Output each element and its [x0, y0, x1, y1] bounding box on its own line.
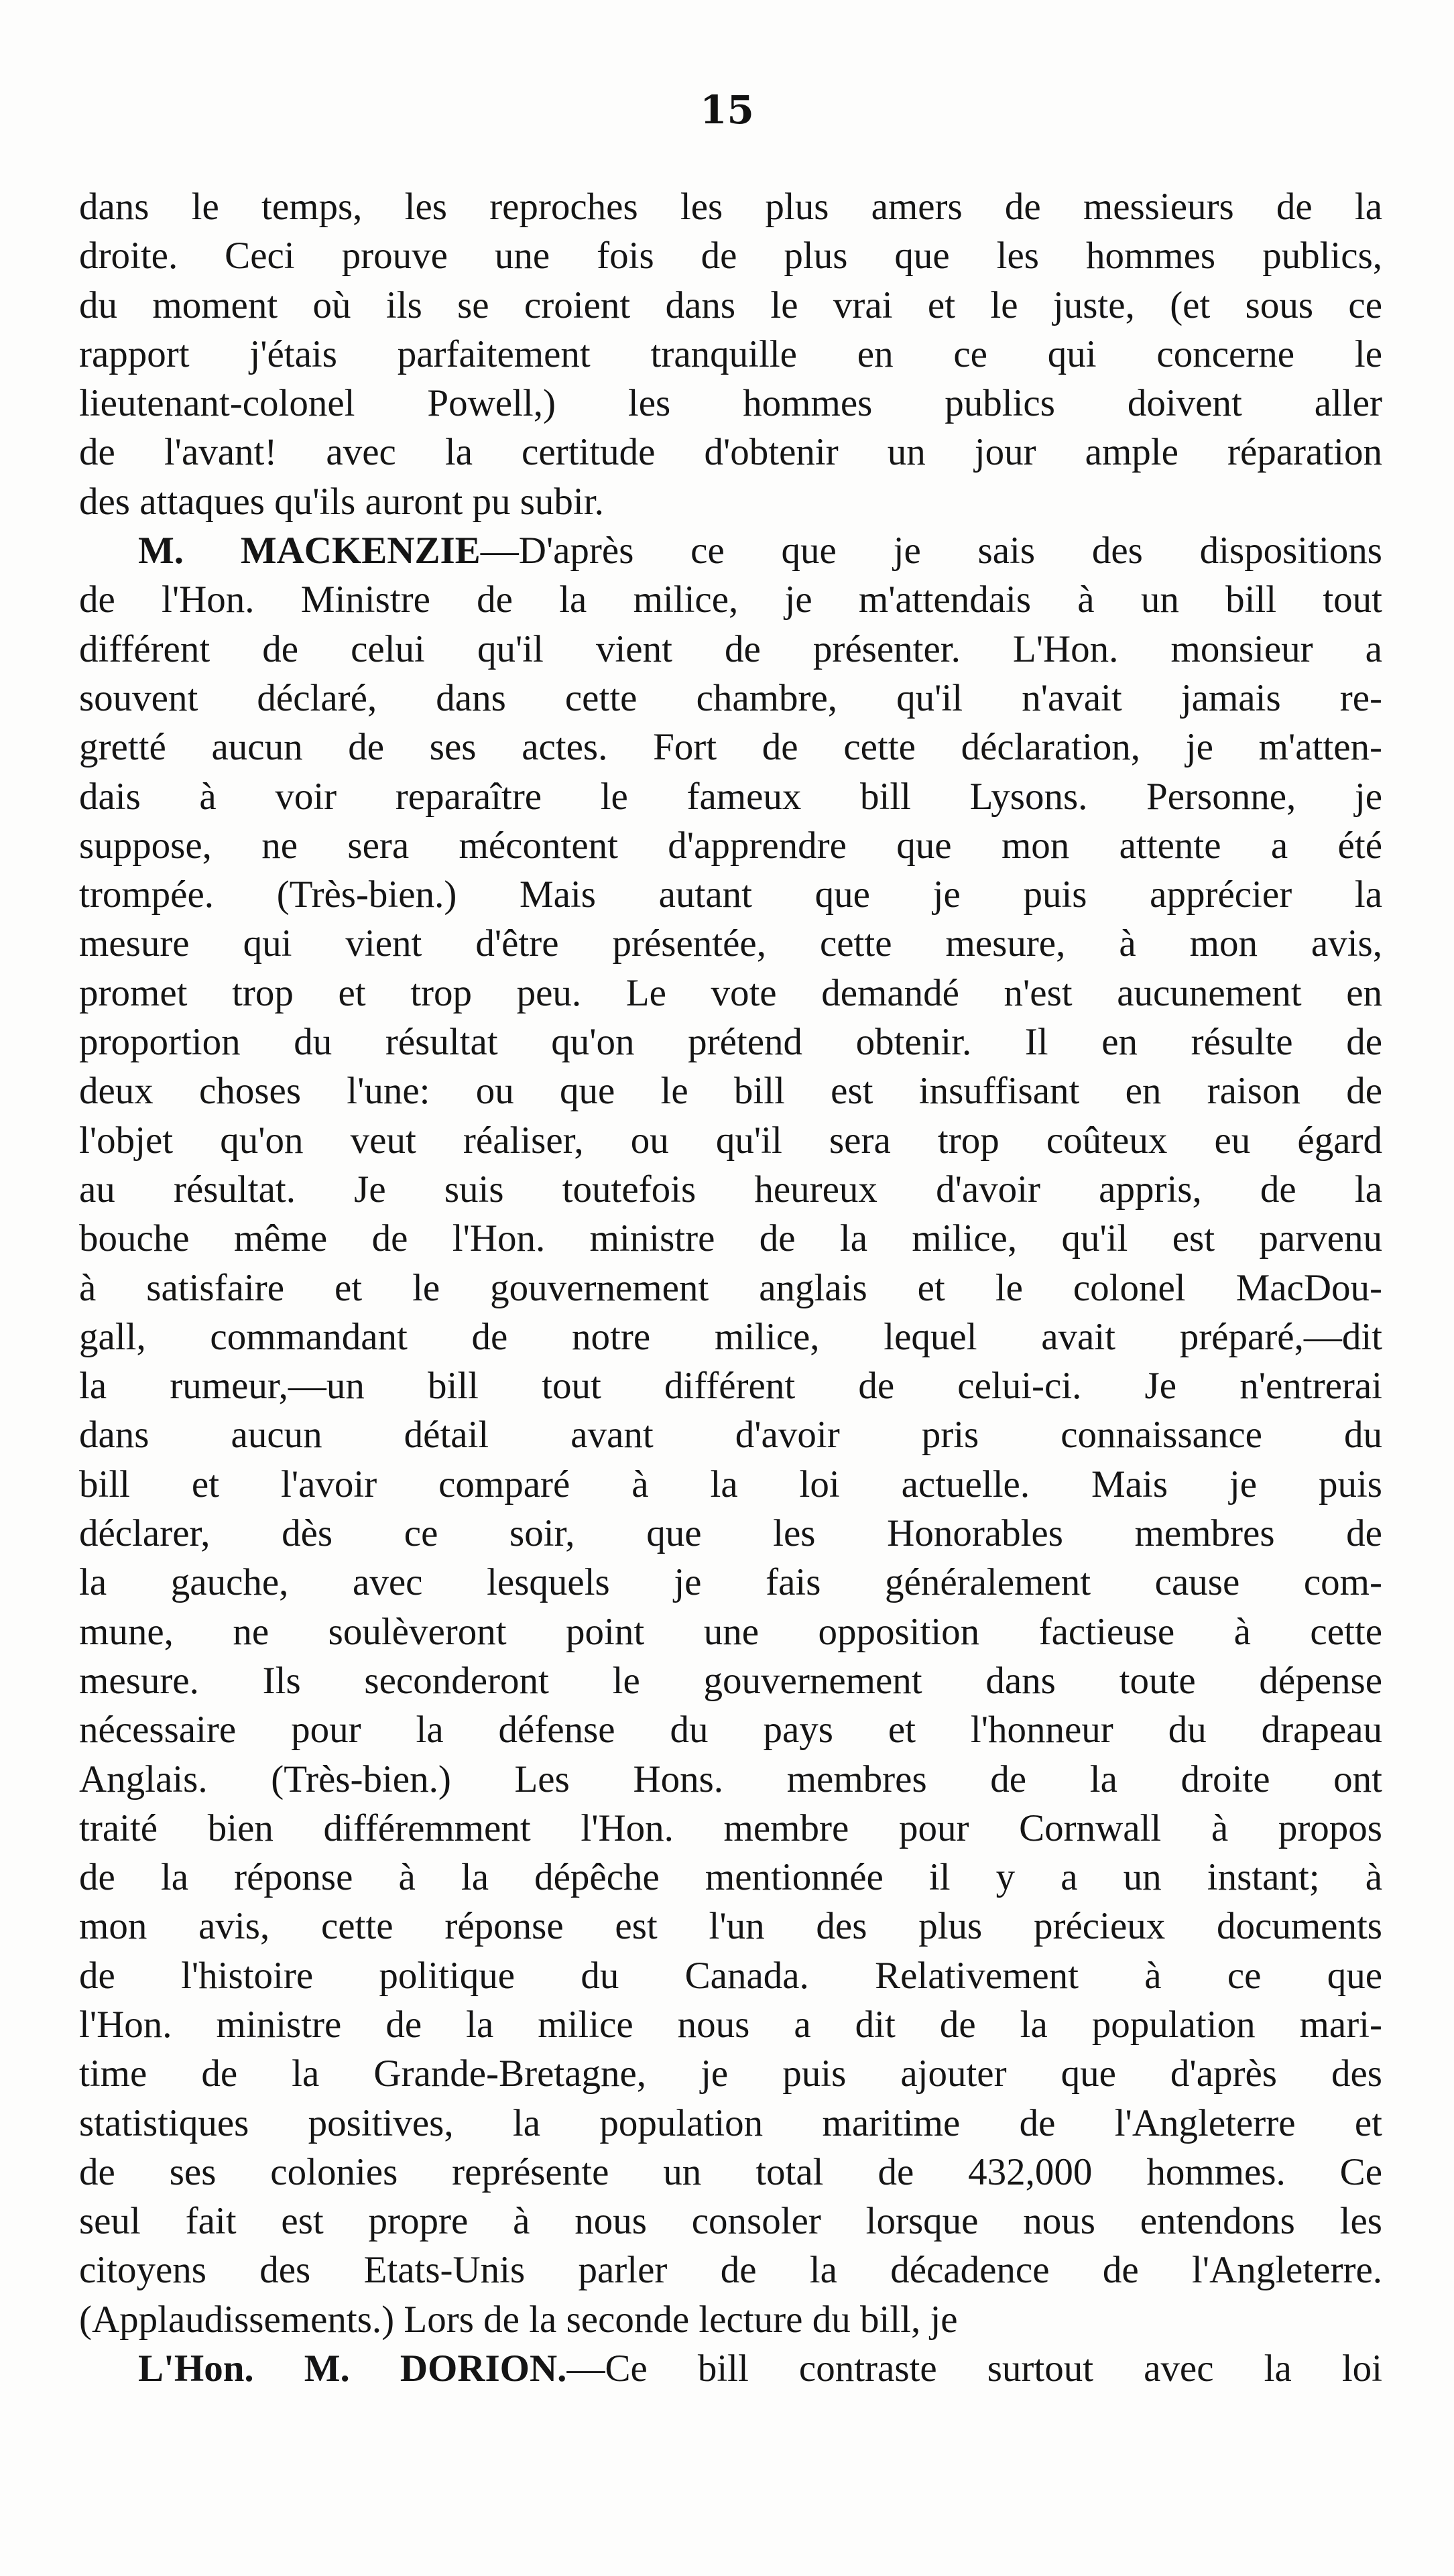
text-line: des attaques qu'ils auront pu subir.	[79, 480, 604, 523]
text-line: proportion du résultat qu'on prétend obtenir. Il en résulte de	[79, 1021, 1382, 1064]
text-line: bill et l'avoir comparé à la loi actuelle. Mais je puis	[79, 1463, 1382, 1506]
text-line: rapport j'étais parfaitement tranquille en ce qui concerne le	[79, 332, 1382, 375]
text-line: Anglais. (Très-bien.) Les Hons. membres de la droite ont	[79, 1758, 1382, 1800]
text-line: deux choses l'une: ou que le bill est insuffisant en raison de	[79, 1070, 1382, 1113]
text-line: trompée. (Très-bien.) Mais autant que je puis apprécier la	[79, 873, 1382, 916]
text-line: bouche même de l'Hon. ministre de la milice, qu'il est parvenu	[79, 1217, 1382, 1260]
text-line	[79, 2344, 1382, 2393]
text-line: la gauche, avec lesquels je fais généralement cause com-	[79, 1561, 1382, 1604]
text-line: dans le temps, les reproches les plus amers de messieurs de la	[79, 186, 1382, 228]
text-line: dais à voir reparaître le fameux bill Lysons. Personne, je	[79, 775, 1382, 818]
text-line: dans aucun détail avant d'avoir pris connaissance du	[79, 1414, 1382, 1457]
speech-text: —Ce bill contraste surtout avec la loi	[566, 2347, 1382, 2390]
text-line: seul fait est propre à nous consoler lorsque nous entendons les	[79, 2200, 1382, 2243]
text-line: gall, commandant de notre milice, lequel avait préparé,—dit	[79, 1315, 1382, 1358]
text-line: (Applaudissements.) Lors de la seconde lecture du bill, je	[79, 2298, 958, 2341]
text-line: différent de celui qu'il vient de présenter. L'Hon. monsieur a	[79, 627, 1382, 670]
text-line: de l'histoire politique du Canada. Relativement à ce que	[79, 1954, 1382, 1997]
text-line: la rumeur,—un bill tout différent de celui-ci. Je n'entrerai	[79, 1365, 1382, 1408]
text-line: de la réponse à la dépêche mentionnée il y a un instant; à	[79, 1856, 1382, 1899]
text-line: mesure qui vient d'être présentée, cette mesure, à mon avis,	[79, 922, 1382, 965]
text-line: suppose, ne sera mécontent d'apprendre que mon attente a été	[79, 824, 1382, 867]
text-line: time de la Grande-Bretagne, je puis ajouter que d'après des	[79, 2052, 1382, 2095]
text-line: de l'Hon. Ministre de la milice, je m'attendais à un bill tout	[79, 578, 1382, 621]
text-line: de ses colonies représente un total de 432,000 hommes. Ce	[79, 2150, 1382, 2193]
text-line	[79, 526, 1382, 575]
text-line: à satisfaire et le gouvernement anglais et le colonel MacDou-	[79, 1266, 1382, 1309]
text-line: l'Hon. ministre de la milice nous a dit de la population mari-	[79, 2003, 1382, 2046]
text-line: promet trop et trop peu. Le vote demandé n'est aucunement en	[79, 971, 1382, 1014]
text-line: citoyens des Etats-Unis parler de la décadence de l'Angleterre.	[79, 2249, 1382, 2292]
text-line: mesure. Ils seconderont le gouvernement dans toute dépense	[79, 1659, 1382, 1702]
speaker-name: L'Hon. M. DORION.	[138, 2347, 567, 2390]
text-line: statistiques positives, la population maritime de l'Angleterre et	[79, 2101, 1382, 2144]
page-number: 15	[700, 87, 754, 133]
text-line: gretté aucun de ses actes. Fort de cette déclaration, je m'atten-	[79, 726, 1382, 769]
text-line: mune, ne soulèveront point une opposition factieuse à cette	[79, 1610, 1382, 1653]
text-line: souvent déclaré, dans cette chambre, qu'il n'avait jamais re-	[79, 676, 1382, 719]
text-line: nécessaire pour la défense du pays et l'honneur du drapeau	[79, 1709, 1382, 1752]
body-text	[79, 182, 1382, 2393]
text-line: l'objet qu'on veut réaliser, ou qu'il sera trop coûteux eu égard	[79, 1119, 1382, 1162]
text-line: droite. Ceci prouve une fois de plus que les hommes publics,	[79, 235, 1382, 278]
speaker-name: M. MACKENZIE	[138, 530, 481, 572]
speech-text: —D'après ce que je sais des dispositions	[480, 530, 1382, 572]
text-line: au résultat. Je suis toutefois heureux d'avoir appris, de la	[79, 1168, 1382, 1211]
text-line: traité bien différemment l'Hon. membre pour Cornwall à propos	[79, 1806, 1382, 1849]
text-line: lieutenant-colonel Powell,) les hommes publics doivent aller	[79, 382, 1382, 425]
text-line: déclarer, dès ce soir, que les Honorables membres de	[79, 1512, 1382, 1555]
text-line: du moment où ils se croient dans le vrai et le juste, (et sous ce	[79, 284, 1382, 326]
text-line: de l'avant! avec la certitude d'obtenir un jour ample réparation	[79, 431, 1382, 474]
text-line: mon avis, cette réponse est l'un des plus précieux documents	[79, 1905, 1382, 1948]
